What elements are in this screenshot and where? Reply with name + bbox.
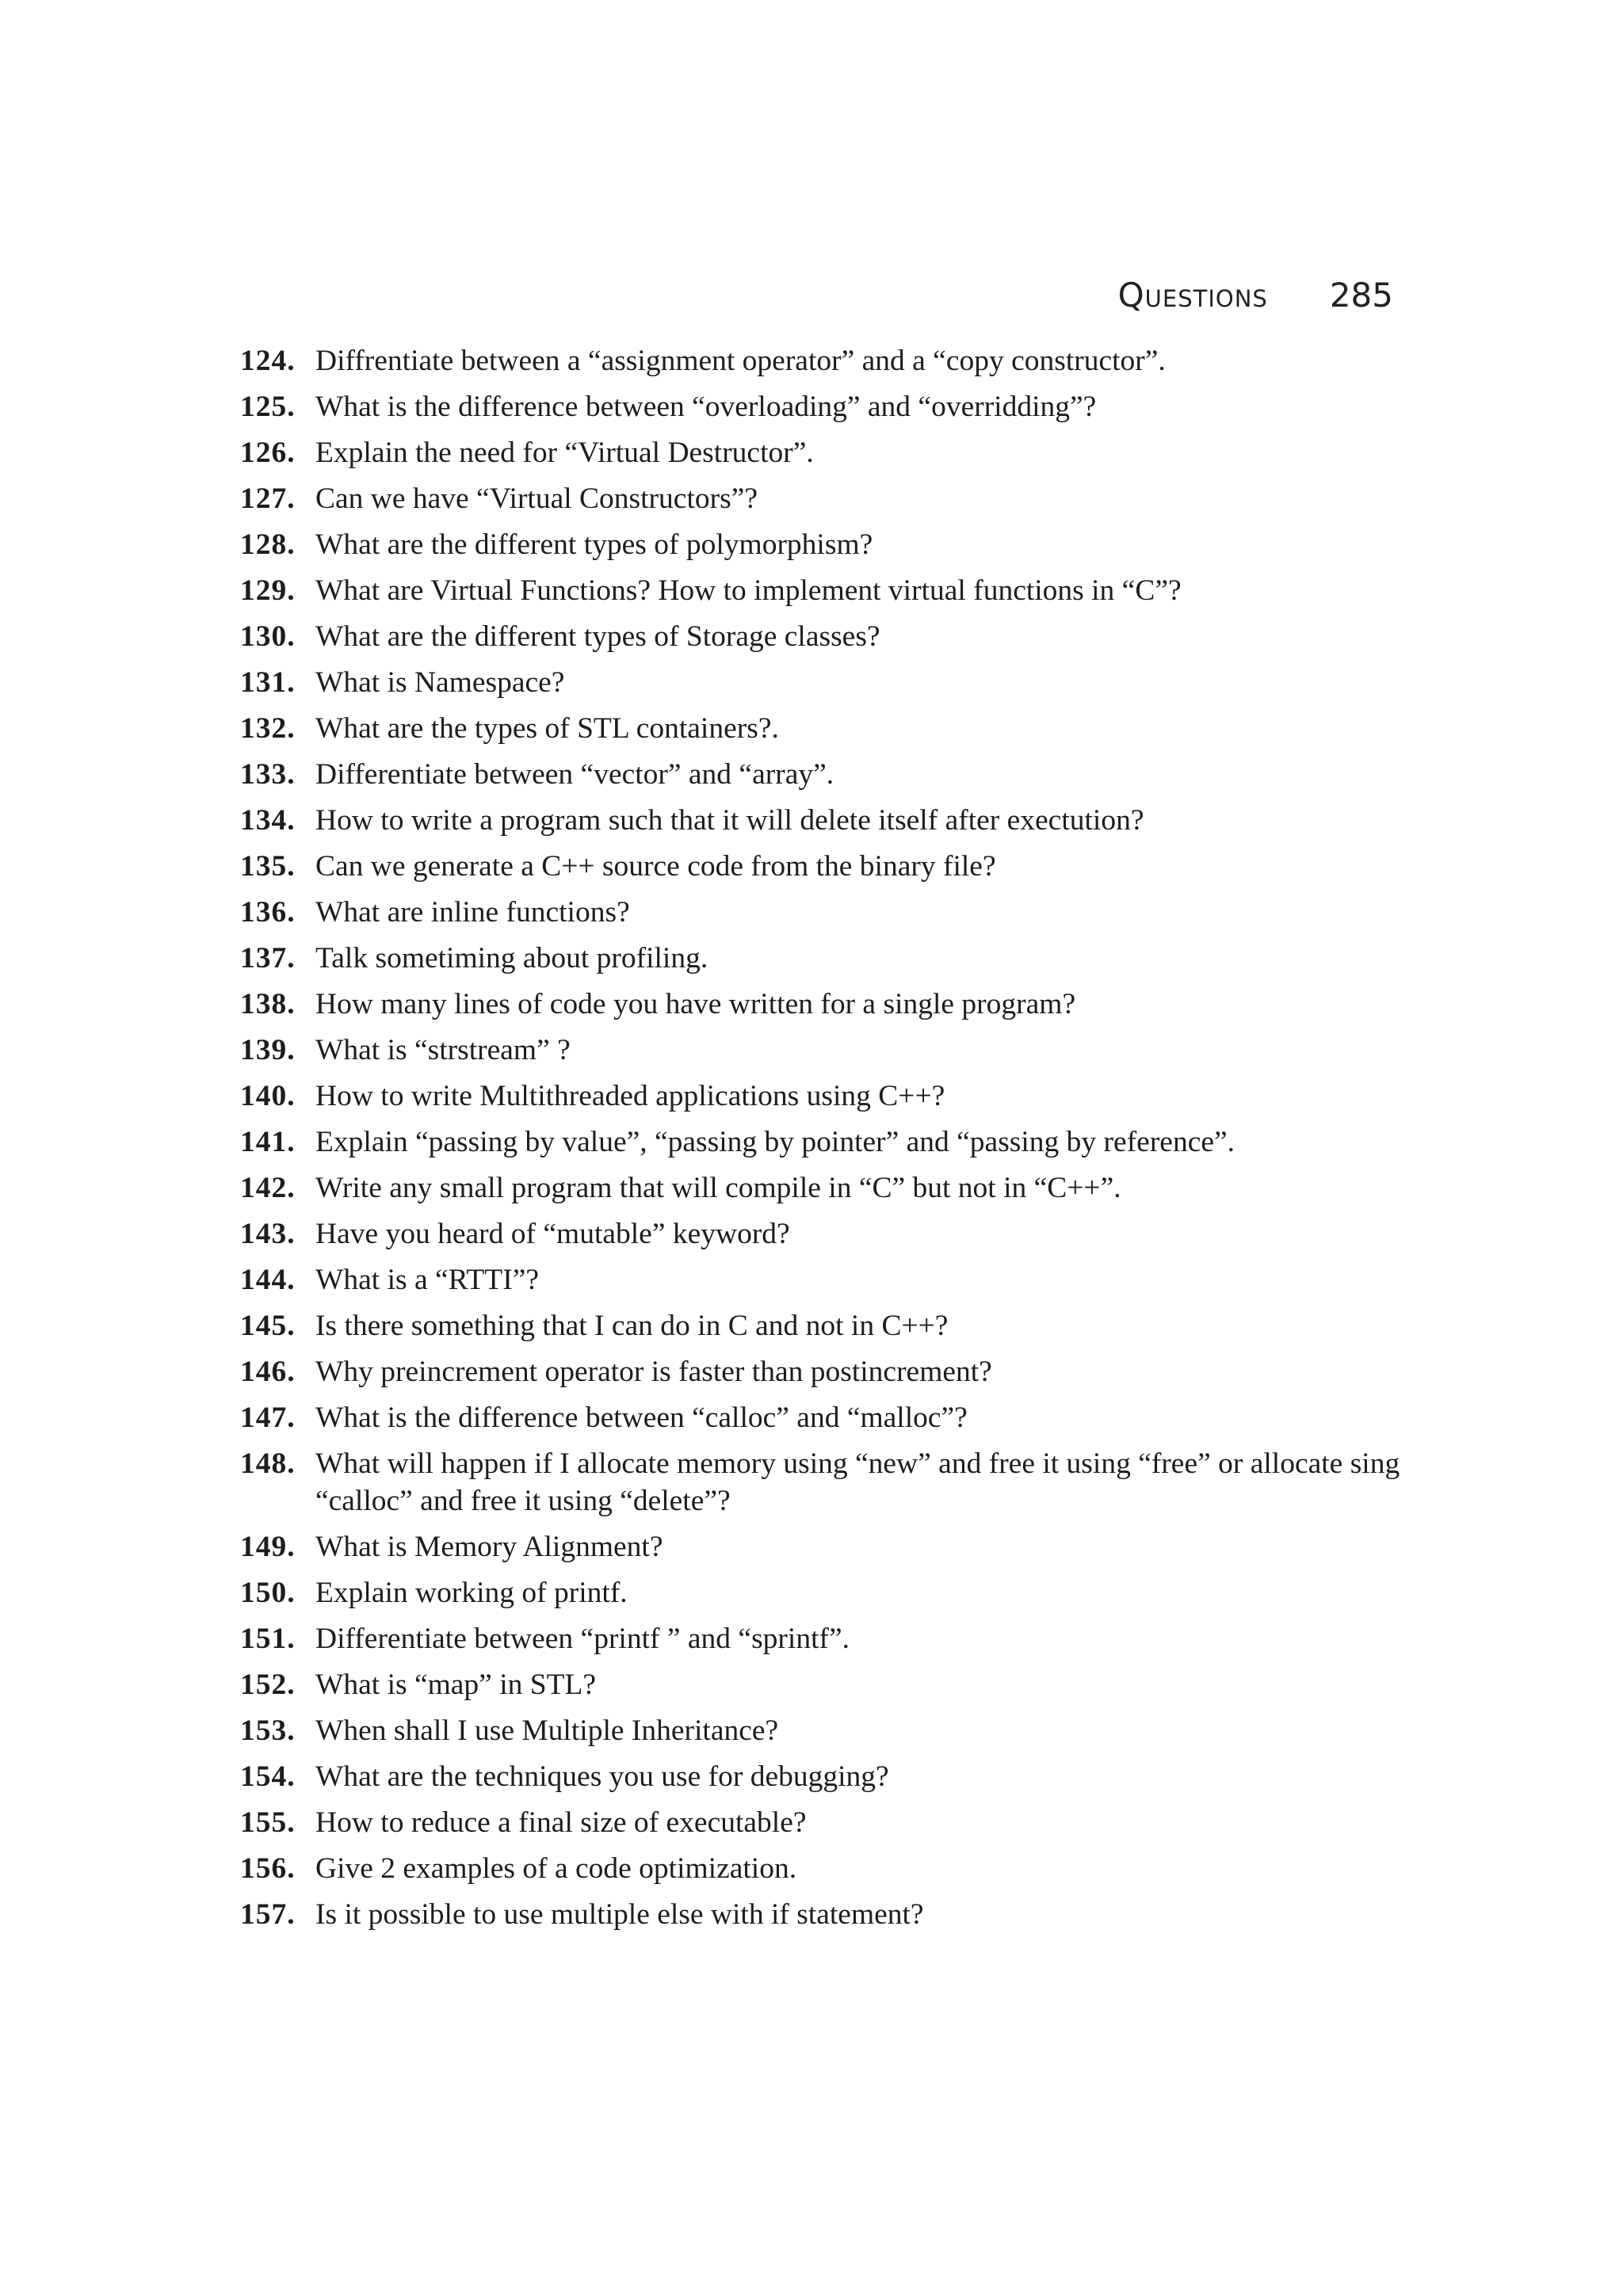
question-item	[240, 1307, 1413, 1344]
question-text: Have you heard of “mutable” keyword?	[315, 1218, 790, 1250]
question-item	[240, 710, 1413, 747]
question-text: Write any small program that will compile in “C” but not in “C++”.	[315, 1172, 1121, 1204]
question-text: How to write Multithreaded applications using C++?	[315, 1080, 945, 1112]
question-text: Explain the need for “Virtual Destructor”.	[315, 437, 814, 469]
question-text: How to reduce a final size of executable?	[315, 1806, 807, 1839]
question-text: Explain working of printf.	[315, 1577, 628, 1609]
question-text: What are the types of STL containers?.	[315, 712, 779, 745]
question-item	[240, 1032, 1413, 1069]
question-text: What are the different types of Storage classes?	[315, 620, 880, 653]
question-number: 153.	[240, 1714, 296, 1747]
question-number: 146.	[240, 1356, 296, 1388]
question-text: What is the difference between “overloading” and “overridding”?	[315, 391, 1097, 423]
question-text: What is Namespace?	[315, 666, 565, 699]
question-number: 145.	[240, 1310, 296, 1342]
question-text: What is “strstream” ?	[315, 1034, 571, 1066]
question-text: When shall I use Multiple Inheritance?	[315, 1714, 779, 1747]
question-item	[240, 1896, 1413, 1933]
question-item	[240, 1850, 1413, 1887]
question-number: 130.	[240, 620, 296, 653]
section-title: Questions	[1117, 276, 1268, 315]
question-number: 127.	[240, 482, 296, 515]
question-item	[240, 1445, 1413, 1520]
question-item	[240, 618, 1413, 655]
question-number: 155.	[240, 1806, 296, 1839]
question-text: What are inline functions?	[315, 896, 630, 929]
question-number: 134.	[240, 804, 296, 837]
question-text: Talk sometiming about profiling.	[315, 942, 708, 974]
question-text: What are the techniques you use for debugging?	[315, 1760, 889, 1793]
question-number: 138.	[240, 988, 296, 1020]
running-head	[1118, 276, 1393, 315]
question-number: 151.	[240, 1623, 296, 1655]
question-text: What is Memory Alignment?	[315, 1531, 663, 1563]
question-number: 143.	[240, 1218, 296, 1250]
question-item	[240, 480, 1413, 517]
question-text: Diffrentiate between a “assignment operator” and a “copy constructor”.	[315, 345, 1166, 377]
question-item	[240, 1215, 1413, 1253]
question-number: 125.	[240, 391, 296, 423]
question-item	[240, 1528, 1413, 1566]
question-item	[240, 848, 1413, 885]
question-text: Can we generate a C++ source code from the binary file?	[315, 850, 996, 883]
question-item	[240, 342, 1413, 379]
question-item	[240, 664, 1413, 701]
question-text: What is the difference between “calloc” and “malloc”?	[315, 1402, 968, 1434]
question-number: 144.	[240, 1264, 296, 1296]
question-number: 126.	[240, 437, 296, 469]
question-number: 132.	[240, 712, 296, 745]
question-item	[240, 1666, 1413, 1703]
question-item	[240, 802, 1413, 839]
question-item	[240, 1261, 1413, 1299]
question-item	[240, 1804, 1413, 1841]
question-number: 124.	[240, 345, 296, 377]
question-text: Give 2 examples of a code optimization.	[315, 1852, 797, 1885]
question-item	[240, 940, 1413, 977]
question-text: How many lines of code you have written for a single program?	[315, 988, 1076, 1020]
question-item	[240, 1574, 1413, 1611]
question-number: 141.	[240, 1126, 296, 1158]
question-text: Is there something that I can do in C and not in C++?	[315, 1310, 949, 1342]
question-number: 136.	[240, 896, 296, 929]
question-item	[240, 986, 1413, 1023]
question-text: Is it possible to use multiple else with if statement?	[315, 1898, 924, 1931]
question-number: 147.	[240, 1402, 296, 1434]
question-number: 150.	[240, 1577, 296, 1609]
question-item	[240, 1353, 1413, 1390]
question-number: 156.	[240, 1852, 296, 1885]
question-text: What is a “RTTI”?	[315, 1264, 539, 1296]
question-number: 128.	[240, 528, 296, 561]
question-number: 131.	[240, 666, 296, 699]
question-item	[240, 894, 1413, 931]
question-number: 140.	[240, 1080, 296, 1112]
question-item	[240, 1758, 1413, 1795]
question-number: 142.	[240, 1172, 296, 1204]
question-number: 137.	[240, 942, 296, 974]
question-number: 135.	[240, 850, 296, 883]
page-number: 285	[1329, 276, 1393, 315]
question-text: Differentiate between “printf ” and “sprintf”.	[315, 1623, 850, 1655]
question-item	[240, 1123, 1413, 1161]
question-number: 152.	[240, 1669, 296, 1701]
question-number: 154.	[240, 1760, 296, 1793]
question-item	[240, 572, 1413, 609]
question-text: What will happen if I allocate memory using “new” and free it using “free” or allocate sing “calloc” and free it using “delete”?	[315, 1447, 1400, 1517]
question-item	[240, 1169, 1413, 1207]
question-item	[240, 1712, 1413, 1749]
question-list	[240, 342, 1413, 1942]
question-number: 133.	[240, 758, 296, 791]
question-number: 129.	[240, 574, 296, 607]
question-text: What are the different types of polymorphism?	[315, 528, 873, 561]
question-number: 149.	[240, 1531, 296, 1563]
question-number: 157.	[240, 1898, 296, 1931]
question-item	[240, 756, 1413, 793]
question-text: Explain “passing by value”, “passing by pointer” and “passing by reference”.	[315, 1126, 1235, 1158]
question-item	[240, 434, 1413, 471]
question-item	[240, 1399, 1413, 1436]
question-text: What is “map” in STL?	[315, 1669, 597, 1701]
question-item	[240, 1077, 1413, 1115]
question-text: How to write a program such that it will delete itself after exectution?	[315, 804, 1144, 837]
question-number: 139.	[240, 1034, 296, 1066]
question-text: Can we have “Virtual Constructors”?	[315, 482, 758, 515]
question-text: What are Virtual Functions? How to implement virtual functions in “C”?	[315, 574, 1182, 607]
question-text: Why preincrement operator is faster than postincrement?	[315, 1356, 992, 1388]
question-item	[240, 1620, 1413, 1657]
question-item	[240, 388, 1413, 425]
question-number: 148.	[240, 1447, 296, 1480]
question-item	[240, 526, 1413, 563]
question-text: Differentiate between “vector” and “array”.	[315, 758, 834, 791]
